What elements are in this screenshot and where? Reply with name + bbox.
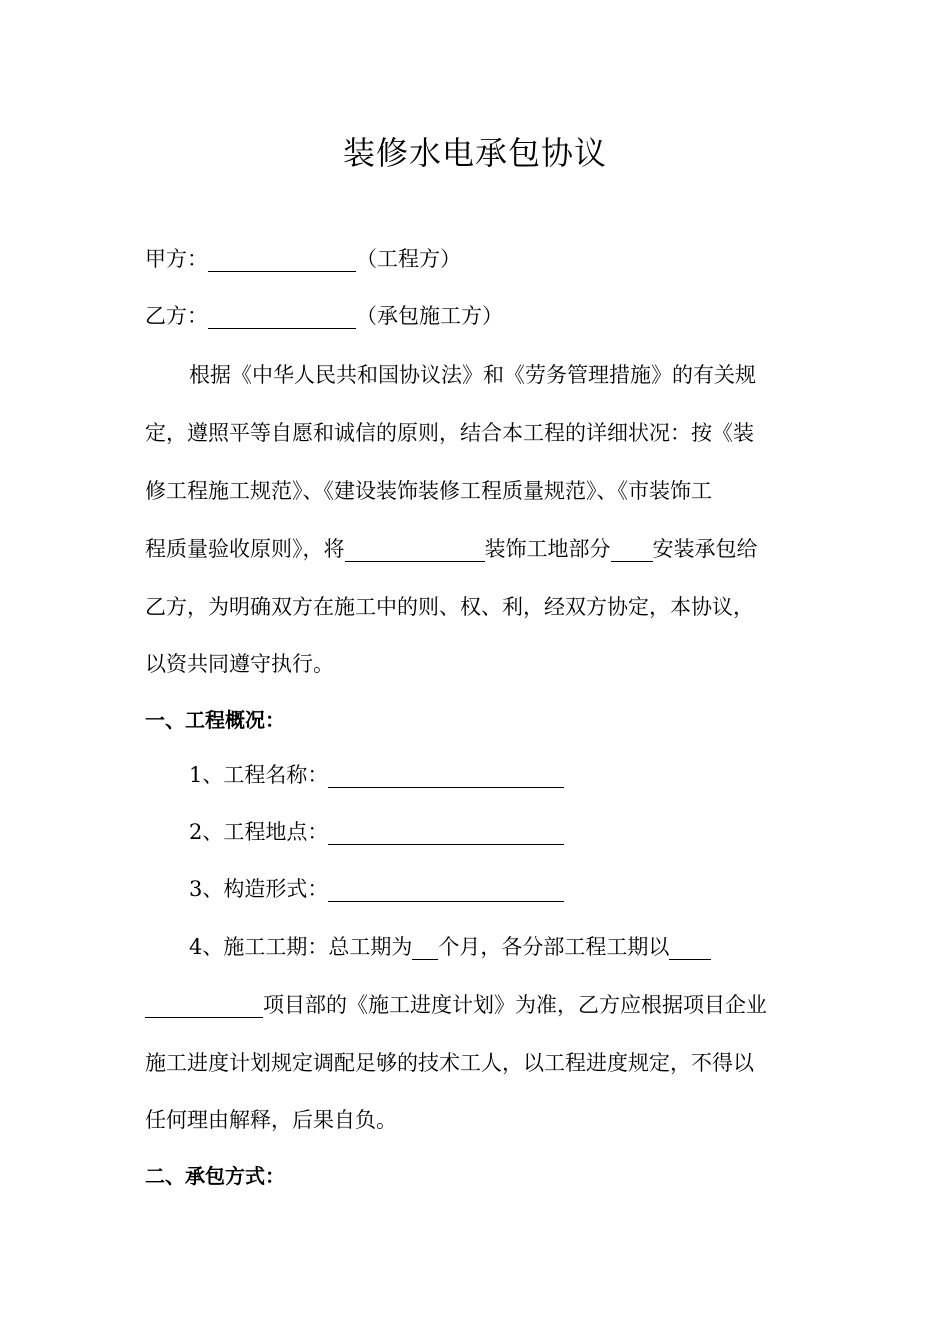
section-1-heading: 一、工程概况： — [145, 708, 285, 732]
item-2-line — [189, 817, 564, 847]
project-name-blank — [328, 763, 564, 788]
party-b-line — [145, 301, 503, 331]
item-3-line — [189, 874, 564, 904]
item-4a: 4、施工工期：总工期为 — [189, 935, 413, 959]
intro-line-2: 定，遵照平等自愿和诚信的原则，结合本工程的详细状况：按《装 — [145, 421, 754, 445]
party-b-blank — [208, 304, 356, 329]
item-4c: 项目部的《施工进度计划》为准，乙方应根据项目企业 — [263, 993, 767, 1017]
months-blank — [412, 935, 438, 960]
party-a-label: 甲方： — [145, 247, 208, 271]
structure-type-blank — [328, 877, 564, 902]
party-a-blank — [208, 247, 356, 272]
document-title: 装修水电承包协议 — [342, 134, 607, 172]
party-a-line — [145, 244, 461, 274]
part-blank — [611, 537, 653, 562]
item-1-line — [189, 760, 564, 790]
intro-line-1: 根据《中华人民共和国协议法》和《劳务管理措施》的有关规 — [189, 363, 756, 387]
intro-line-4b: 装饰工地部分 — [484, 537, 611, 561]
project-blank — [345, 537, 485, 562]
intro-line-4 — [145, 534, 758, 564]
intro-line-4a: 程质量验收原则》，将 — [145, 537, 345, 561]
item-1-label: 1、工程名称： — [189, 763, 329, 787]
schedule-blank-2 — [145, 993, 263, 1018]
intro-line-6: 以资共同遵守执行。 — [145, 652, 334, 676]
item-4b: 个月，各分部工程工期以 — [438, 935, 670, 959]
section-2-heading: 二、承包方式： — [145, 1164, 285, 1188]
party-b-note: （承包施工方） — [356, 304, 503, 328]
item-4-line — [189, 932, 711, 962]
item-3-label: 3、构造形式： — [189, 877, 329, 901]
intro-line-3: 修工程施工规范》、《建设装饰装修工程质量规范》、《市装饰工 — [145, 479, 712, 503]
intro-line-5: 乙方，为明确双方在施工中的则、权、利，经双方协定，本协议， — [145, 595, 754, 619]
item-4-cont-2: 施工进度计划规定调配足够的技术工人，以工程进度规定，不得以 — [145, 1051, 754, 1075]
party-a-note: （工程方） — [356, 247, 461, 271]
intro-line-4c: 安装承包给 — [652, 537, 758, 561]
party-b-label: 乙方： — [145, 304, 208, 328]
schedule-blank-1 — [669, 935, 711, 960]
item-2-label: 2、工程地点： — [189, 820, 329, 844]
item-4-cont-1 — [145, 990, 767, 1020]
item-4-cont-3: 任何理由解释，后果自负。 — [145, 1108, 397, 1132]
project-location-blank — [328, 820, 564, 845]
